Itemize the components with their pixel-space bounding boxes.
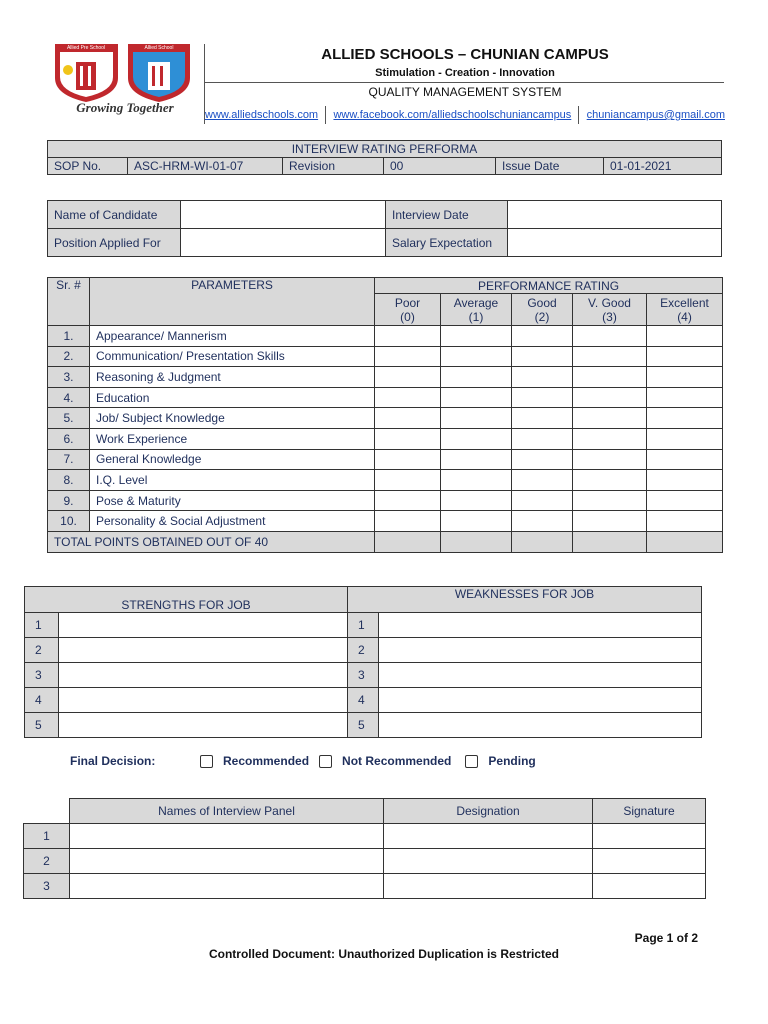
- rating-cell[interactable]: [512, 408, 573, 429]
- parameters-table: [47, 277, 723, 553]
- rating-cell[interactable]: [441, 511, 512, 532]
- recommended-label: Recommended: [223, 754, 310, 768]
- rating-average-header: Average (1): [441, 294, 512, 326]
- rating-cell[interactable]: [647, 346, 723, 367]
- strength-field[interactable]: [59, 613, 348, 638]
- not-recommended-label: Not Recommended: [342, 754, 452, 768]
- rating-cell[interactable]: [512, 346, 573, 367]
- rating-cell[interactable]: [441, 346, 512, 367]
- signature-header: Signature: [593, 799, 706, 824]
- parameter-name: Pose & Maturity: [90, 490, 375, 511]
- weakness-number: 4: [348, 688, 379, 713]
- panel-signature-field[interactable]: [593, 824, 706, 849]
- rating-vgood-header: V. Good (3): [573, 294, 647, 326]
- parameter-name: Communication/ Presentation Skills: [90, 346, 375, 367]
- parameter-name: Personality & Social Adjustment: [90, 511, 375, 532]
- not-recommended-checkbox[interactable]: [319, 755, 332, 768]
- rating-cell[interactable]: [573, 387, 647, 408]
- strengths-header: STRENGTHS FOR JOB: [25, 587, 348, 613]
- rating-cell[interactable]: [573, 511, 647, 532]
- strength-number: 3: [25, 663, 59, 688]
- parameter-name: Appearance/ Mannerism: [90, 326, 375, 347]
- parameter-row: [48, 511, 723, 532]
- rating-cell[interactable]: [441, 449, 512, 470]
- parameter-sr: 1.: [48, 326, 90, 347]
- page-number: Page 1 of 2: [634, 931, 698, 945]
- name-field[interactable]: [181, 201, 386, 229]
- rating-cell[interactable]: [375, 490, 441, 511]
- rating-cell[interactable]: [512, 367, 573, 388]
- total-cell[interactable]: [512, 531, 573, 552]
- parameter-name: Reasoning & Judgment: [90, 367, 375, 388]
- sop-value: ASC-HRM-WI-01-07: [128, 158, 283, 175]
- sop-label: SOP No.: [48, 158, 128, 175]
- parameter-row: [48, 326, 723, 347]
- rating-cell[interactable]: [647, 470, 723, 491]
- weakness-number: 2: [348, 638, 379, 663]
- panel-number: 1: [24, 824, 70, 849]
- logo-left-text: Allied Pre School: [66, 45, 106, 51]
- rating-cell[interactable]: [441, 490, 512, 511]
- strength-field[interactable]: [59, 638, 348, 663]
- panel-row: [24, 874, 706, 899]
- parameter-sr: 7.: [48, 449, 90, 470]
- parameter-row: [48, 387, 723, 408]
- rating-cell[interactable]: [375, 511, 441, 532]
- strength-weakness-row: [25, 713, 702, 738]
- name-label: Name of Candidate: [48, 201, 181, 229]
- panel-number: 2: [24, 849, 70, 874]
- strength-field[interactable]: [59, 688, 348, 713]
- school-name: ALLIED SCHOOLS – CHUNIAN CAMPUS: [321, 46, 609, 63]
- parameter-row: [48, 367, 723, 388]
- parameter-name: I.Q. Level: [90, 470, 375, 491]
- rating-cell[interactable]: [512, 470, 573, 491]
- strength-weakness-row: [25, 638, 702, 663]
- rating-cell[interactable]: [441, 326, 512, 347]
- panel-designation-field[interactable]: [384, 849, 593, 874]
- position-field[interactable]: [181, 229, 386, 257]
- system-title: QUALITY MANAGEMENT SYSTEM: [368, 85, 562, 99]
- total-label: TOTAL POINTS OBTAINED OUT OF 40: [48, 531, 375, 552]
- pending-checkbox[interactable]: [465, 755, 478, 768]
- strength-number: 2: [25, 638, 59, 663]
- rating-cell[interactable]: [573, 367, 647, 388]
- panel-signature-field[interactable]: [593, 849, 706, 874]
- rating-cell[interactable]: [647, 387, 723, 408]
- rating-cell[interactable]: [512, 428, 573, 449]
- strength-field[interactable]: [59, 663, 348, 688]
- rating-cell[interactable]: [647, 511, 723, 532]
- rating-cell[interactable]: [375, 408, 441, 429]
- rating-cell[interactable]: [512, 326, 573, 347]
- rating-cell[interactable]: [573, 408, 647, 429]
- parameter-row: [48, 428, 723, 449]
- parameter-sr: 9.: [48, 490, 90, 511]
- parameter-row: [48, 449, 723, 470]
- rating-cell[interactable]: [647, 326, 723, 347]
- rating-cell[interactable]: [375, 470, 441, 491]
- weakness-number: 3: [348, 663, 379, 688]
- form-title: INTERVIEW RATING PERFORMA: [48, 141, 722, 158]
- strength-number: 4: [25, 688, 59, 713]
- parameter-row: [48, 470, 723, 491]
- rating-cell[interactable]: [441, 408, 512, 429]
- panel-name-field[interactable]: [70, 824, 384, 849]
- parameter-name: Work Experience: [90, 428, 375, 449]
- header-links: [205, 106, 725, 124]
- weakness-field[interactable]: [379, 663, 702, 688]
- email-link[interactable]: chuniancampus@gmail.com: [586, 109, 725, 121]
- parameter-row: [48, 490, 723, 511]
- salary-label: Salary Expectation: [386, 229, 508, 257]
- strength-number: 1: [25, 613, 59, 638]
- parameter-sr: 2.: [48, 346, 90, 367]
- parameter-name: General Knowledge: [90, 449, 375, 470]
- panel-signature-field[interactable]: [593, 874, 706, 899]
- panel-name-field[interactable]: [70, 874, 384, 899]
- rating-cell[interactable]: [512, 490, 573, 511]
- panel-row: [24, 849, 706, 874]
- website-link[interactable]: www.alliedschools.com: [205, 109, 319, 121]
- logo-right-text: Allied School: [144, 45, 174, 51]
- rating-cell[interactable]: [647, 428, 723, 449]
- final-decision: [70, 754, 536, 768]
- rating-poor-header: Poor (0): [375, 294, 441, 326]
- total-cell[interactable]: [573, 531, 647, 552]
- total-cell[interactable]: [375, 531, 441, 552]
- parameter-sr: 4.: [48, 387, 90, 408]
- interview-panel-table: [23, 798, 706, 899]
- parameter-row: [48, 408, 723, 429]
- strength-weakness-row: [25, 613, 702, 638]
- rating-cell[interactable]: [375, 428, 441, 449]
- rating-cell[interactable]: [647, 408, 723, 429]
- strength-weakness-row: [25, 688, 702, 713]
- rating-cell[interactable]: [512, 511, 573, 532]
- salary-field[interactable]: [508, 229, 722, 257]
- parameter-name: Education: [90, 387, 375, 408]
- rating-cell[interactable]: [375, 346, 441, 367]
- weakness-number: 1: [348, 613, 379, 638]
- total-cell[interactable]: [441, 531, 512, 552]
- issue-date-value: 01-01-2021: [604, 158, 722, 175]
- rating-cell[interactable]: [441, 428, 512, 449]
- rating-cell[interactable]: [573, 326, 647, 347]
- rating-cell[interactable]: [573, 470, 647, 491]
- rating-cell[interactable]: [573, 449, 647, 470]
- rating-excellent-header: Excellent (4): [647, 294, 723, 326]
- revision-value: 00: [384, 158, 496, 175]
- strengths-weaknesses-table: [24, 586, 702, 738]
- interview-date-label: Interview Date: [386, 201, 508, 229]
- weakness-number: 5: [348, 713, 379, 738]
- footer-notice: Controlled Document: Unauthorized Duplication is Restricted: [208, 947, 560, 961]
- panel-name-field[interactable]: [70, 849, 384, 874]
- school-logos: [50, 40, 200, 120]
- rating-cell[interactable]: [573, 490, 647, 511]
- parameter-sr: 3.: [48, 367, 90, 388]
- rating-good-header: Good (2): [512, 294, 573, 326]
- weakness-field[interactable]: [379, 713, 702, 738]
- logo-motto: Growing Together: [76, 100, 174, 115]
- weakness-field[interactable]: [379, 688, 702, 713]
- rating-cell[interactable]: [375, 367, 441, 388]
- sop-table: [47, 140, 722, 175]
- facebook-link[interactable]: www.facebook.com/alliedschoolschuniancampus: [333, 109, 572, 121]
- parameter-row: [48, 346, 723, 367]
- rating-cell[interactable]: [375, 387, 441, 408]
- panel-number: 3: [24, 874, 70, 899]
- weakness-field[interactable]: [379, 613, 702, 638]
- panel-row: [24, 824, 706, 849]
- position-label: Position Applied For: [48, 229, 181, 257]
- strength-field[interactable]: [59, 713, 348, 738]
- rating-cell[interactable]: [573, 428, 647, 449]
- total-cell[interactable]: [647, 531, 723, 552]
- rating-cell[interactable]: [647, 449, 723, 470]
- rating-cell[interactable]: [441, 470, 512, 491]
- rating-cell[interactable]: [512, 449, 573, 470]
- rating-cell[interactable]: [375, 449, 441, 470]
- rating-cell[interactable]: [647, 490, 723, 511]
- rating-cell[interactable]: [375, 326, 441, 347]
- rating-cell[interactable]: [441, 367, 512, 388]
- parameter-sr: 10.: [48, 511, 90, 532]
- revision-label: Revision: [283, 158, 384, 175]
- strength-weakness-row: [25, 663, 702, 688]
- rating-cell[interactable]: [573, 346, 647, 367]
- parameter-sr: 5.: [48, 408, 90, 429]
- rating-cell[interactable]: [512, 387, 573, 408]
- header-divider-horizontal: [204, 82, 724, 83]
- weakness-field[interactable]: [379, 638, 702, 663]
- sr-header: Sr. #: [48, 278, 90, 326]
- tagline: Stimulation - Creation - Innovation: [375, 67, 555, 79]
- weaknesses-header: WEAKNESSES FOR JOB: [348, 587, 702, 613]
- designation-header: Designation: [384, 799, 593, 824]
- rating-cell[interactable]: [647, 367, 723, 388]
- strength-number: 5: [25, 713, 59, 738]
- rating-cell[interactable]: [441, 387, 512, 408]
- parameter-sr: 8.: [48, 470, 90, 491]
- panel-names-header: Names of Interview Panel: [70, 799, 384, 824]
- panel-designation-field[interactable]: [384, 824, 593, 849]
- recommended-checkbox[interactable]: [200, 755, 213, 768]
- pending-label: Pending: [488, 754, 536, 768]
- interview-date-field[interactable]: [508, 201, 722, 229]
- issue-date-label: Issue Date: [496, 158, 604, 175]
- candidate-table: [47, 200, 722, 257]
- rating-header: PERFORMANCE RATING: [375, 278, 723, 294]
- parameter-sr: 6.: [48, 428, 90, 449]
- parameters-header: PARAMETERS: [90, 278, 375, 326]
- panel-designation-field[interactable]: [384, 874, 593, 899]
- parameter-name: Job/ Subject Knowledge: [90, 408, 375, 429]
- final-decision-label: Final Decision:: [70, 754, 156, 768]
